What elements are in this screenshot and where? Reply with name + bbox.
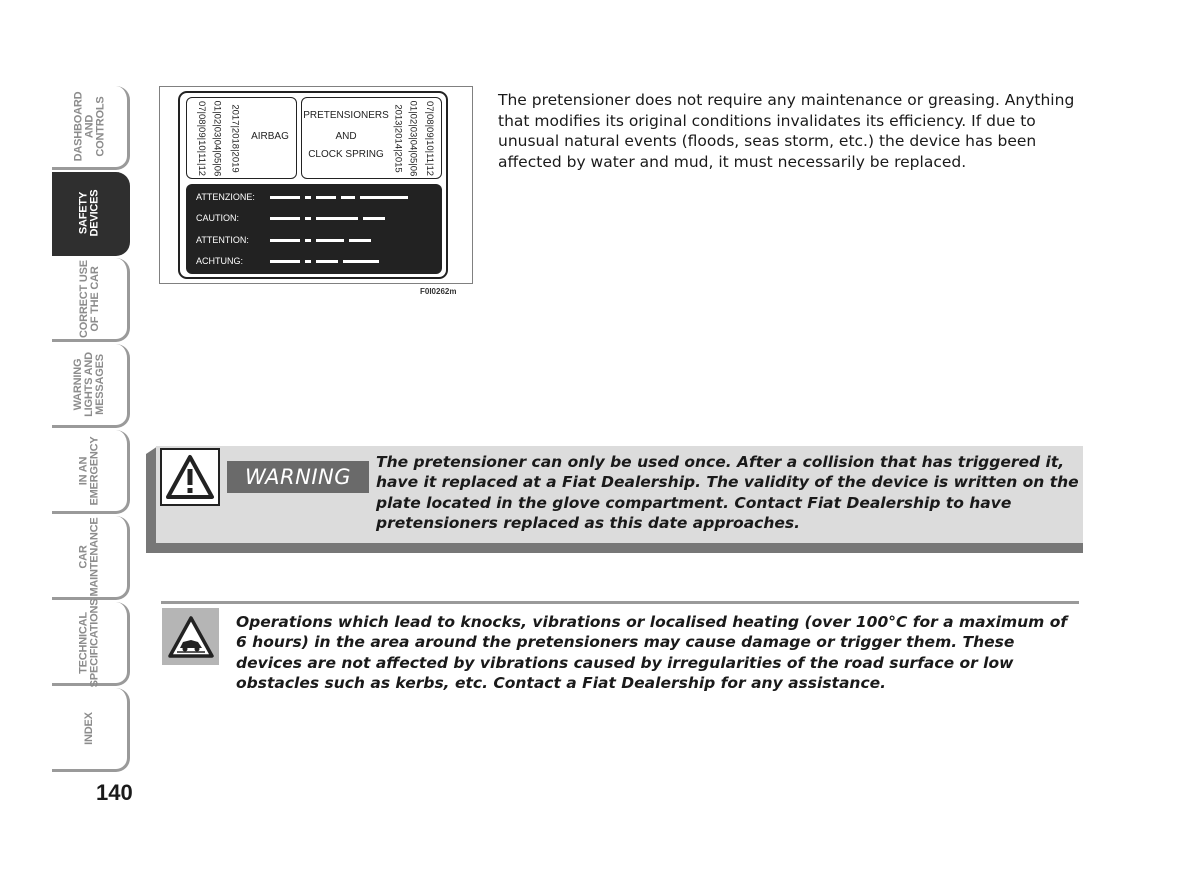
clock-spring-label: CLOCK SPRING xyxy=(308,149,384,160)
warning-text: The pretensioner can only be used once. After a collision that has triggered it, have it replaced at a Fiat Dealership. The validity of the device is written on the plate located in the glove compartment. Contact Fiat Dealership to have pretensioners replaced as this date approaches. xyxy=(376,453,1079,533)
strip-text: 2013|2014|2015 xyxy=(392,103,404,173)
tab-label: INDEX xyxy=(83,712,95,745)
panel-row-attenzione xyxy=(196,190,408,204)
tab-index[interactable] xyxy=(52,688,130,772)
redacted-text-bars xyxy=(270,239,371,242)
tab-dashboard-and-controls[interactable] xyxy=(52,86,130,170)
panel-label: ATTENTION: xyxy=(196,235,249,245)
panel-row-achtung xyxy=(196,254,379,268)
pretensioner-month-strip-b xyxy=(424,100,436,176)
pretensioner-month-strip-a xyxy=(407,100,419,176)
pretensioner-year-strip xyxy=(392,103,404,173)
tab-safety-devices[interactable] xyxy=(52,172,130,256)
airbag-label: AIRBAG xyxy=(251,131,289,142)
tab-car-maintenance[interactable] xyxy=(52,516,130,600)
tab-label: DASHBOARD AND CONTROLS xyxy=(71,91,106,162)
multilingual-warning-panel xyxy=(186,184,442,274)
warning-tag: WARNING xyxy=(227,461,369,493)
note-divider xyxy=(161,601,1079,604)
airbag-month-strip-a xyxy=(196,100,208,176)
car-hazard-triangle-icon xyxy=(162,608,219,665)
tab-label: TECHNICAL SPECIFICATIONS xyxy=(77,598,101,687)
airbag-month-strip-b xyxy=(211,100,223,176)
tab-technical-specifications[interactable] xyxy=(52,598,130,687)
airbag-year-strip xyxy=(229,103,241,173)
pretensioners-label: PRETENSIONERS xyxy=(303,110,389,121)
tab-in-an-emergency[interactable] xyxy=(52,430,130,514)
panel-label: ATTENZIONE: xyxy=(196,192,255,202)
strip-text: 07|08|09|10|11|12 xyxy=(196,100,208,176)
panel-label: CAUTION: xyxy=(196,213,240,223)
body-paragraph: The pretensioner does not require any maintenance or greasing. Anything that modifies its original conditions invalidates its efficiency. If due to unusual natural events (floods, seas storm, etc.) the device has been affected by water and mud, it must necessarily be replaced. xyxy=(498,91,1075,171)
tab-warning-lights-and-messages[interactable] xyxy=(52,344,130,428)
strip-text: 01|02|03|04|05|06 xyxy=(211,100,223,176)
exclamation-triangle-icon xyxy=(160,448,220,506)
strip-text: 01|02|03|04|05|06 xyxy=(407,100,419,176)
panel-row-attention xyxy=(196,233,371,247)
panel-label: ACHTUNG: xyxy=(196,256,243,266)
strip-text: 2017|2018|2019 xyxy=(229,103,241,173)
and-label: AND xyxy=(335,131,357,142)
redacted-text-bars xyxy=(270,217,385,220)
figure-code: F0I0262m xyxy=(420,287,457,296)
tab-label: CORRECT USE OF THE CAR xyxy=(77,259,101,338)
page-number: 140 xyxy=(96,780,133,805)
redacted-text-bars xyxy=(270,260,379,263)
tab-label: SAFETY DEVICES xyxy=(77,189,101,236)
tab-label: WARNING LIGHTS AND MESSAGES xyxy=(72,352,106,417)
redacted-text-bars xyxy=(270,196,408,199)
tab-label: IN AN EMERGENCY xyxy=(77,435,101,506)
note-text: Operations which lead to knocks, vibrations or localised heating (over 100°C for a maximum of 6 hours) in the area around the pretensioners may cause damage or trigger them. These devices are not affected by vibrations caused by irregularities of the road surface or low obstacles such as kerbs, etc. Contact a Fiat Dealership for any assistance. xyxy=(236,613,1068,693)
tab-label: CAR MAINTENANCE xyxy=(77,516,101,597)
tab-correct-use-of-the-car[interactable] xyxy=(52,258,130,342)
strip-text: 07|08|09|10|11|12 xyxy=(424,100,436,176)
panel-row-caution xyxy=(196,211,385,225)
